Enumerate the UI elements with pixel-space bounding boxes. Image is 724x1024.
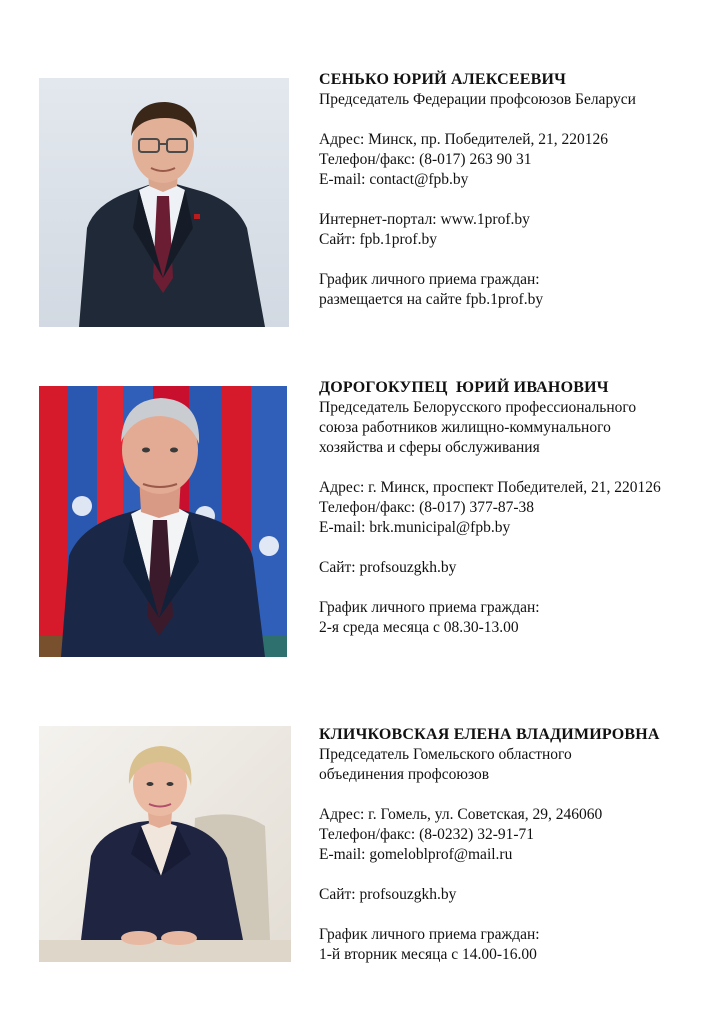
email: E-mail: gomeloblprof@mail.ru bbox=[319, 846, 513, 863]
person-name: СЕНЬКО ЮРИЙ АЛЕКСЕЕВИЧ bbox=[319, 71, 567, 88]
schedule-label: График личного приема граждан: bbox=[319, 599, 540, 616]
email: E-mail: brk.municipal@fpb.by bbox=[319, 519, 511, 536]
schedule-label: График личного приема граждан: bbox=[319, 926, 540, 943]
site: Сайт: profsouzgkh.by bbox=[319, 559, 457, 576]
person-position-line-1: Председатель Белорусского профессионального bbox=[319, 399, 637, 416]
portrait-photo bbox=[39, 386, 287, 657]
contact-info bbox=[319, 725, 719, 965]
contact-info bbox=[319, 70, 719, 310]
person-position-line-2: объединения профсоюзов bbox=[319, 766, 490, 783]
phone: Телефон/факс: (8-017) 377-87-38 bbox=[319, 499, 535, 516]
site: Сайт: fpb.1prof.by bbox=[319, 231, 437, 248]
person-position-line-3: хозяйства и сферы обслуживания bbox=[319, 439, 540, 456]
person-name: ДОРОГОКУПЕЦ ЮРИЙ ИВАНОВИЧ bbox=[319, 379, 609, 396]
schedule-label: График личного приема граждан: bbox=[319, 271, 540, 288]
phone: Телефон/факс: (8-017) 263 90 31 bbox=[319, 151, 532, 168]
person-position-line-2: союза работников жилищно-коммунального bbox=[319, 419, 611, 436]
schedule-value: 2-я среда месяца с 08.30-13.00 bbox=[319, 619, 519, 636]
address: Адрес: Минск, пр. Победителей, 21, 220126 bbox=[319, 131, 609, 148]
portrait-photo bbox=[39, 726, 291, 962]
phone: Телефон/факс: (8-0232) 32-91-71 bbox=[319, 826, 535, 843]
contact-info bbox=[319, 378, 719, 638]
person-position-line-1: Председатель Гомельского областного bbox=[319, 746, 572, 763]
person-name: КЛИЧКОВСКАЯ ЕЛЕНА ВЛАДИМИРОВНА bbox=[319, 726, 660, 743]
address: Адрес: г. Минск, проспект Победителей, 21, 220126 bbox=[319, 479, 661, 496]
site: Сайт: profsouzgkh.by bbox=[319, 886, 457, 903]
schedule-value: 1-й вторник месяца с 14.00-16.00 bbox=[319, 946, 537, 963]
portrait-photo bbox=[39, 78, 289, 327]
internet-portal: Интернет-портал: www.1prof.by bbox=[319, 211, 530, 228]
address: Адрес: г. Гомель, ул. Советская, 29, 246060 bbox=[319, 806, 603, 823]
schedule-value: размещается на сайте fpb.1prof.by bbox=[319, 291, 544, 308]
person-position: Председатель Федерации профсоюзов Беларуси bbox=[319, 91, 636, 108]
email: E-mail: contact@fpb.by bbox=[319, 171, 469, 188]
